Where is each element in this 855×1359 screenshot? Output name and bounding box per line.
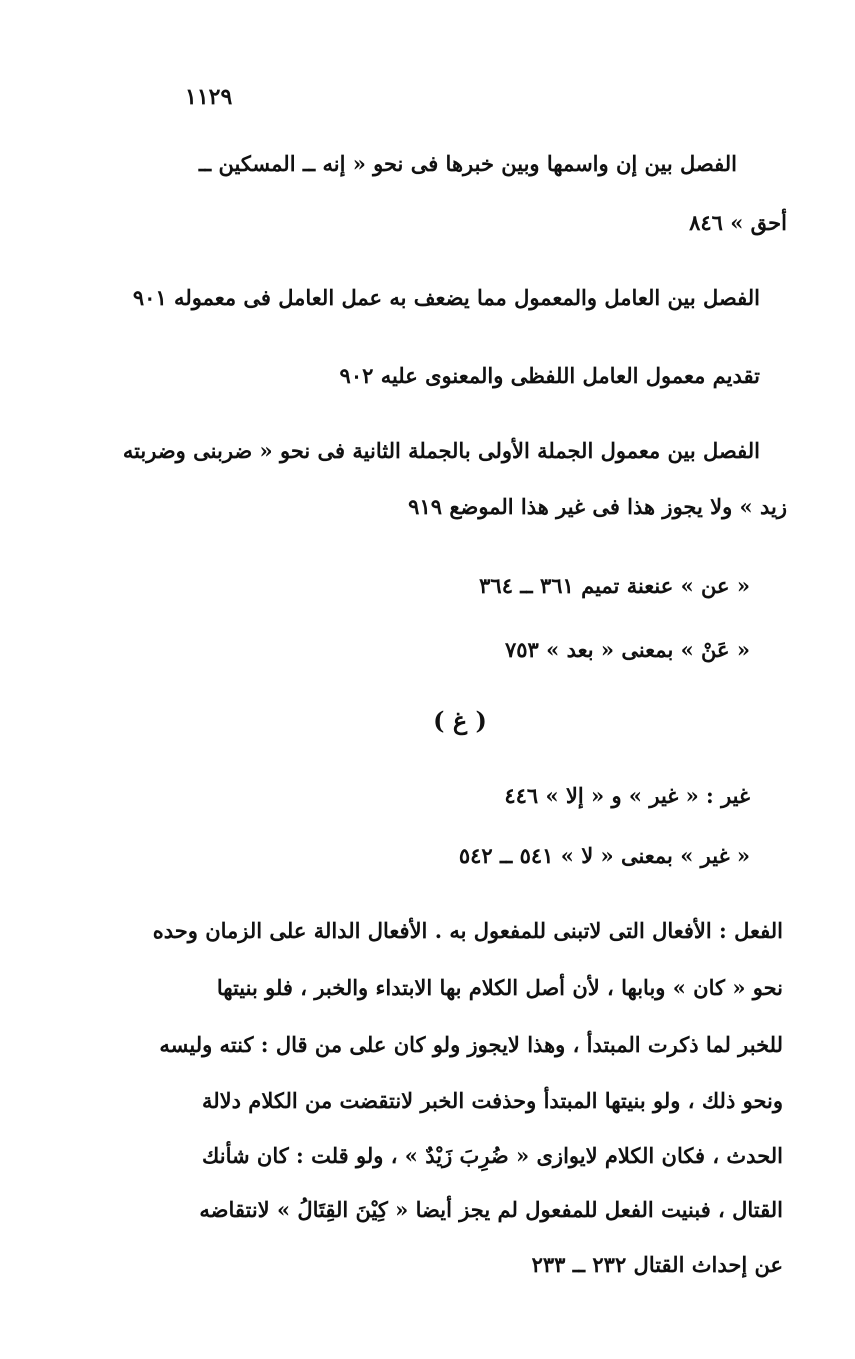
entry-line: تقديم معمول العامل اللفظى والمعنوى عليه ٩٠٢ [339,363,760,388]
entry-line: الفصل بين معمول الجملة الأولى بالجملة الثانية فى نحو « ضربنى وضربته [122,438,760,463]
entry-line: أحق » ٨٤٦ [689,210,787,235]
section-heading: ( غ ) [433,706,487,735]
paragraph-line: عن إحداث القتال ٢٣٢ ــ ٢٣٣ [531,1252,783,1277]
paragraph-line: الفعل : الأفعال التى لاتبنى للمفعول به . الأفعال الدالة على الزمان وحده [152,918,783,943]
paragraph-line: ونحو ذلك ، ولو بنيتها المبتدأ وحذفت الخبر لانتقضت من الكلام دلالة [202,1088,783,1113]
page-number: ١١٢٩ [185,84,233,110]
entry-line: « عن » عنعنة تميم ٣٦١ ــ ٣٦٤ [479,573,750,598]
entry-line: غير : « غير » و « إلا » ٤٤٦ [504,783,750,808]
entry-line: الفصل بين إن واسمها وبين خبرها فى نحو « إنه ــ المسكين ــ [198,151,737,176]
entry-line: زيد » ولا يجوز هذا فى غير هذا الموضع ٩١٩ [408,494,787,519]
entry-line: « عَنْ » بمعنى « بعد » ٧٥٣ [505,637,750,662]
paragraph-line: القتال ، فبنيت الفعل للمفعول لم يجز أيضا « كِيْنَ القِتَالُ » لانتقاضه [199,1197,783,1222]
paragraph-line: الحدث ، فكان الكلام لايوازى « ضُرِبَ زَيْدٌ » ، ولو قلت : كان شأنك [202,1143,783,1168]
entry-line: « غير » بمعنى « لا » ٥٤١ ــ ٥٤٢ [458,843,750,868]
paragraph-line: للخبر لما ذكرت المبتدأ ، وهذا لايجوز ولو كان على من قال : كنته وليسه [159,1032,783,1057]
paragraph-line: نحو « كان » وبابها ، لأن أصل الكلام بها الابتداء والخبر ، فلو بنيتها [216,975,783,1000]
entry-line: الفصل بين العامل والمعمول مما يضعف به عمل العامل فى معموله ٩٠١ [132,285,760,310]
